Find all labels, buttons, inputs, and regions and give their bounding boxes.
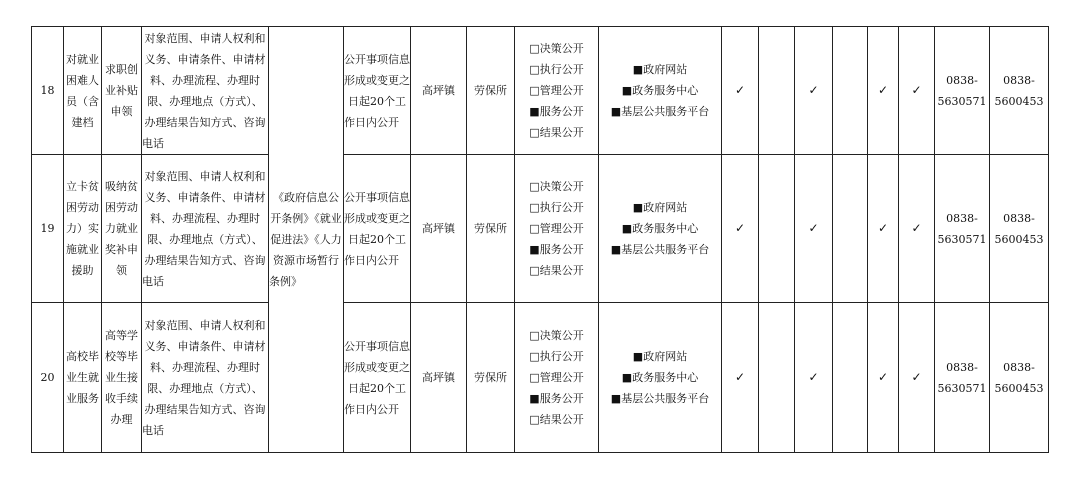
- disclosure-content: 对象范围、申请人权利和义务、申请条件、申请材料、办理流程、办理时限、办理地点（方式）、办理结果告知方式、咨询电话: [142, 155, 269, 303]
- contact-phone: 0838-5600453: [990, 303, 1049, 453]
- disclosure-basis: 《政府信息公开条例》《就业促进法》《人力资源市场暂行条例》: [269, 27, 344, 453]
- check-mark-icon: ✓: [868, 155, 899, 303]
- disclosure-content: 对象范围、申请人权利和义务、申请条件、申请材料、办理流程、办理时限、办理地点（方式）、办理结果告知方式、咨询电话: [142, 27, 269, 155]
- scope-option: □结果公开: [529, 264, 584, 277]
- row-number: 18: [32, 27, 64, 155]
- row-number: 19: [32, 155, 64, 303]
- scope-option: □决策公开: [529, 180, 584, 193]
- check-cell-empty: [833, 155, 868, 303]
- disclosure-channels: [599, 27, 722, 155]
- scope-option: □结果公开: [529, 413, 584, 426]
- service-category: 高校毕业生就业服务: [64, 303, 102, 453]
- disclosure-content: 对象范围、申请人权利和义务、申请条件、申请材料、办理流程、办理时限、办理地点（方式）、办理结果告知方式、咨询电话: [142, 303, 269, 453]
- check-mark-icon: ✓: [722, 155, 759, 303]
- disclosure-subject: 高坪镇: [411, 155, 467, 303]
- check-cell-empty: [759, 155, 795, 303]
- check-mark-icon: ✓: [722, 27, 759, 155]
- disclosure-channels: [599, 155, 722, 303]
- service-category: 对就业困难人员（含建档: [64, 27, 102, 155]
- check-cell-empty: [833, 27, 868, 155]
- channel-option: ■基层公共服务平台: [610, 105, 710, 118]
- scope-option: □管理公开: [529, 84, 584, 97]
- scope-option: □执行公开: [529, 350, 584, 363]
- channel-option: ■政府网站: [632, 63, 688, 76]
- disclosure-table: [31, 26, 1049, 453]
- check-cell-empty: [833, 303, 868, 453]
- scope-option: □执行公开: [529, 63, 584, 76]
- table-row: [32, 303, 1049, 453]
- contact-phone: 0838-5600453: [990, 27, 1049, 155]
- scope-option: □管理公开: [529, 371, 584, 384]
- channel-option: ■政务服务中心: [621, 371, 699, 384]
- check-mark-icon: ✓: [795, 27, 833, 155]
- contact-phone: 0838-5600453: [990, 155, 1049, 303]
- responsible-dept: 劳保所: [467, 27, 515, 155]
- disclosure-subject: 高坪镇: [411, 27, 467, 155]
- responsible-dept: 劳保所: [467, 303, 515, 453]
- check-mark-icon: ✓: [899, 303, 935, 453]
- channel-option: ■政府网站: [632, 201, 688, 214]
- row-number: 20: [32, 303, 64, 453]
- scope-option: □决策公开: [529, 329, 584, 342]
- check-mark-icon: ✓: [722, 303, 759, 453]
- channel-option: ■基层公共服务平台: [610, 392, 710, 405]
- service-category: 立卡贫困劳动力）实施就业援助: [64, 155, 102, 303]
- check-mark-icon: ✓: [899, 155, 935, 303]
- service-item: 吸纳贫困劳动力就业奖补申领: [102, 155, 142, 303]
- contact-phone: 0838-5630571: [935, 155, 990, 303]
- scope-option: □管理公开: [529, 222, 584, 235]
- service-item: 高等学校等毕业生接收手续办理: [102, 303, 142, 453]
- check-mark-icon: ✓: [899, 27, 935, 155]
- scope-option: □决策公开: [529, 42, 584, 55]
- disclosure-timeline: 公开事项信息形成或变更之日起20个工作日内公开: [344, 303, 411, 453]
- check-mark-icon: ✓: [795, 155, 833, 303]
- disclosure-subject: 高坪镇: [411, 303, 467, 453]
- channel-option: ■政府网站: [632, 350, 688, 363]
- check-cell-empty: [759, 27, 795, 155]
- scope-option: ■服务公开: [529, 243, 584, 256]
- disclosure-timeline: 公开事项信息形成或变更之日起20个工作日内公开: [344, 155, 411, 303]
- table-row: [32, 155, 1049, 303]
- check-mark-icon: ✓: [868, 27, 899, 155]
- service-item: 求职创业补贴申领: [102, 27, 142, 155]
- check-mark-icon: ✓: [795, 303, 833, 453]
- contact-phone: 0838-5630571: [935, 27, 990, 155]
- check-mark-icon: ✓: [868, 303, 899, 453]
- check-cell-empty: [759, 303, 795, 453]
- disclosure-scope: [515, 27, 599, 155]
- channel-option: ■政务服务中心: [621, 222, 699, 235]
- scope-option: □结果公开: [529, 126, 584, 139]
- channel-option: ■基层公共服务平台: [610, 243, 710, 256]
- disclosure-channels: [599, 303, 722, 453]
- contact-phone: 0838-5630571: [935, 303, 990, 453]
- channel-option: ■政务服务中心: [621, 84, 699, 97]
- disclosure-scope: [515, 155, 599, 303]
- disclosure-timeline: 公开事项信息形成或变更之日起20个工作日内公开: [344, 27, 411, 155]
- responsible-dept: 劳保所: [467, 155, 515, 303]
- scope-option: ■服务公开: [529, 392, 584, 405]
- scope-option: ■服务公开: [529, 105, 584, 118]
- disclosure-scope: [515, 303, 599, 453]
- table-row: [32, 27, 1049, 155]
- scope-option: □执行公开: [529, 201, 584, 214]
